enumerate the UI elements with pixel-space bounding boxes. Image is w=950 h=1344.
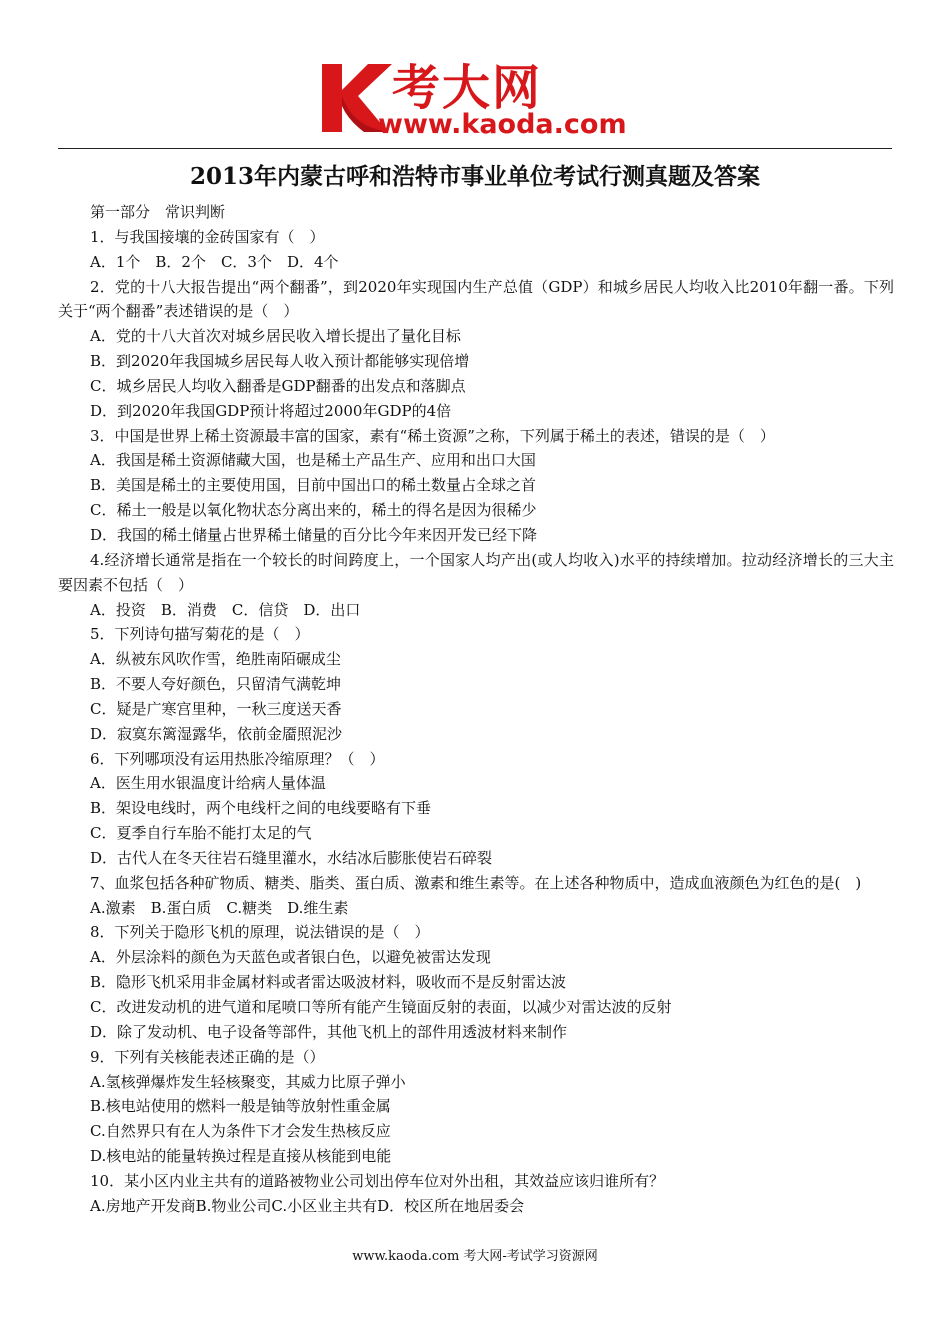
question-3-option-c: C．稀土一般是以氧化物状态分离出来的，稀土的得名是因为很稀少: [90, 501, 537, 520]
question-8-option-d: D．除了发动机、电子设备等部件，其他飞机上的部件用透波材料来制作: [90, 1022, 568, 1041]
question-8-option-c: C．改进发动机的进气道和尾喷口等所有能产生镜面反射的表面，以减少对雷达波的反射: [90, 998, 672, 1016]
question-2: 2．党的十八大报告提出“两个翻番”，到2020年实现国内生产总值（GDP）和城乡居民人均收入比2010年翻一番。下列关于“两个翻番”表述错误的是（ ）: [58, 277, 894, 321]
question-2-option-b: B．到2020年我国城乡居民每人收入预计都能够实现倍增: [90, 352, 470, 371]
logo-brand-name: 考大网: [392, 60, 543, 116]
question-9-option-d: D.核电站的能量转换过程是直接从核能到电能: [90, 1147, 392, 1166]
question-2-option-a: A．党的十八大首次对城乡居民收入增长提出了量化目标: [90, 327, 461, 346]
question-8: 8．下列关于隐形飞机的原理，说法错误的是（ ）: [90, 923, 430, 942]
question-6-option-c: C．夏季自行车胎不能打太足的气: [90, 824, 312, 843]
question-6: 6．下列哪项没有运用热胀冷缩原理？（ ）: [90, 749, 385, 768]
question-8-option-a: A．外层涂料的颜色为天蓝色或者银白色，以避免被雷达发现: [90, 948, 491, 967]
question-5-option-a: A．纵被东风吹作雪，绝胜南陌碾成尘: [90, 650, 341, 669]
question-5: 5．下列诗句描写菊花的是（ ）: [90, 625, 310, 644]
logo-brand-url: www.kaoda.com: [378, 109, 627, 140]
question-5-option-b: B．不要人夸好颜色，只留清气满乾坤: [90, 675, 342, 694]
question-8-option-b: B．隐形飞机采用非金属材料或者雷达吸波材料，吸收而不是反射雷达波: [90, 973, 567, 992]
question-7: 7、血浆包括各种矿物质、糖类、脂类、蛋白质、激素和维生素等。在上述各种物质中，造成血液颜色为红色的是( ): [90, 873, 862, 892]
question-3-option-b: B．美国是稀土的主要使用国，目前中国出口的稀土数量占全球之首: [90, 476, 537, 495]
question-10: 10．某小区内业主共有的道路被物业公司划出停车位对外出租，其效益应该归谁所有？: [90, 1171, 665, 1190]
question-7-options: A.激素 B.蛋白质 C.糖类 D.维生素: [90, 898, 349, 917]
question-4: 4.经济增长通常是指在一个较长的时间跨度上，一个国家人均产出(或人均收入)水平的持续增加。拉动经济增长的三大主要因素不包括（ ）: [58, 550, 894, 594]
question-5-option-d: D．寂寞东篱湿露华，依前金靥照泥沙: [90, 724, 343, 743]
question-9-option-c: C.自然界只有在人为条件下才会发生热核反应: [90, 1122, 391, 1141]
question-3-option-a: A．我国是稀土资源储藏大国，也是稀土产品生产、应用和出口大国: [90, 451, 536, 470]
document-title: 2013年内蒙古呼和浩特市事业单位考试行测真题及答案: [189, 163, 760, 190]
document-body: [58, 200, 894, 1219]
question-1-options: A．1个 B．2个 C．3个 D．4个: [90, 252, 339, 271]
question-2-option-d: D．到2020年我国GDP预计将超过2000年GDP的4倍: [90, 401, 452, 420]
question-6-option-b: B．架设电线时，两个电线杆之间的电线要略有下垂: [90, 799, 432, 818]
page-footer: www.kaoda.com 考大网-考试学习资源网: [352, 1249, 598, 1264]
question-3-option-d: D．我国的稀土储量占世界稀土储量的百分比今年来因开发已经下降: [90, 525, 538, 544]
kaoda-logo: [318, 60, 648, 144]
question-1: 1．与我国接壤的金砖国家有（ ）: [90, 227, 325, 246]
question-9-option-a: A.氢核弹爆炸发生轻核聚变，其威力比原子弹小: [90, 1072, 406, 1091]
question-2-option-c: C．城乡居民人均收入翻番是GDP翻番的出发点和落脚点: [90, 376, 466, 395]
question-6-option-a: A．医生用水银温度计给病人量体温: [90, 774, 326, 793]
question-4-options: A．投资 B．消费 C．信贷 D．出口: [90, 600, 361, 619]
question-3: 3．中国是世界上稀土资源最丰富的国家，素有“稀土资源”之称，下列属于稀土的表述，错误的是（ ）: [90, 426, 775, 445]
section-heading: 第一部分 常识判断: [90, 203, 226, 221]
header-divider: [58, 148, 892, 149]
question-10-options: A.房地产开发商B.物业公司C.小区业主共有D．校区所在地居委会: [90, 1196, 525, 1215]
question-5-option-c: C．疑是广寒宫里种，一秋三度送天香: [90, 699, 342, 718]
question-6-option-d: D．古代人在冬天往岩石缝里灌水，水结冰后膨胀使岩石碎裂: [90, 848, 493, 867]
question-9-option-b: B.核电站使用的燃料一般是铀等放射性重金属: [90, 1097, 391, 1116]
question-9: 9．下列有关核能表述正确的是（）: [90, 1047, 325, 1066]
